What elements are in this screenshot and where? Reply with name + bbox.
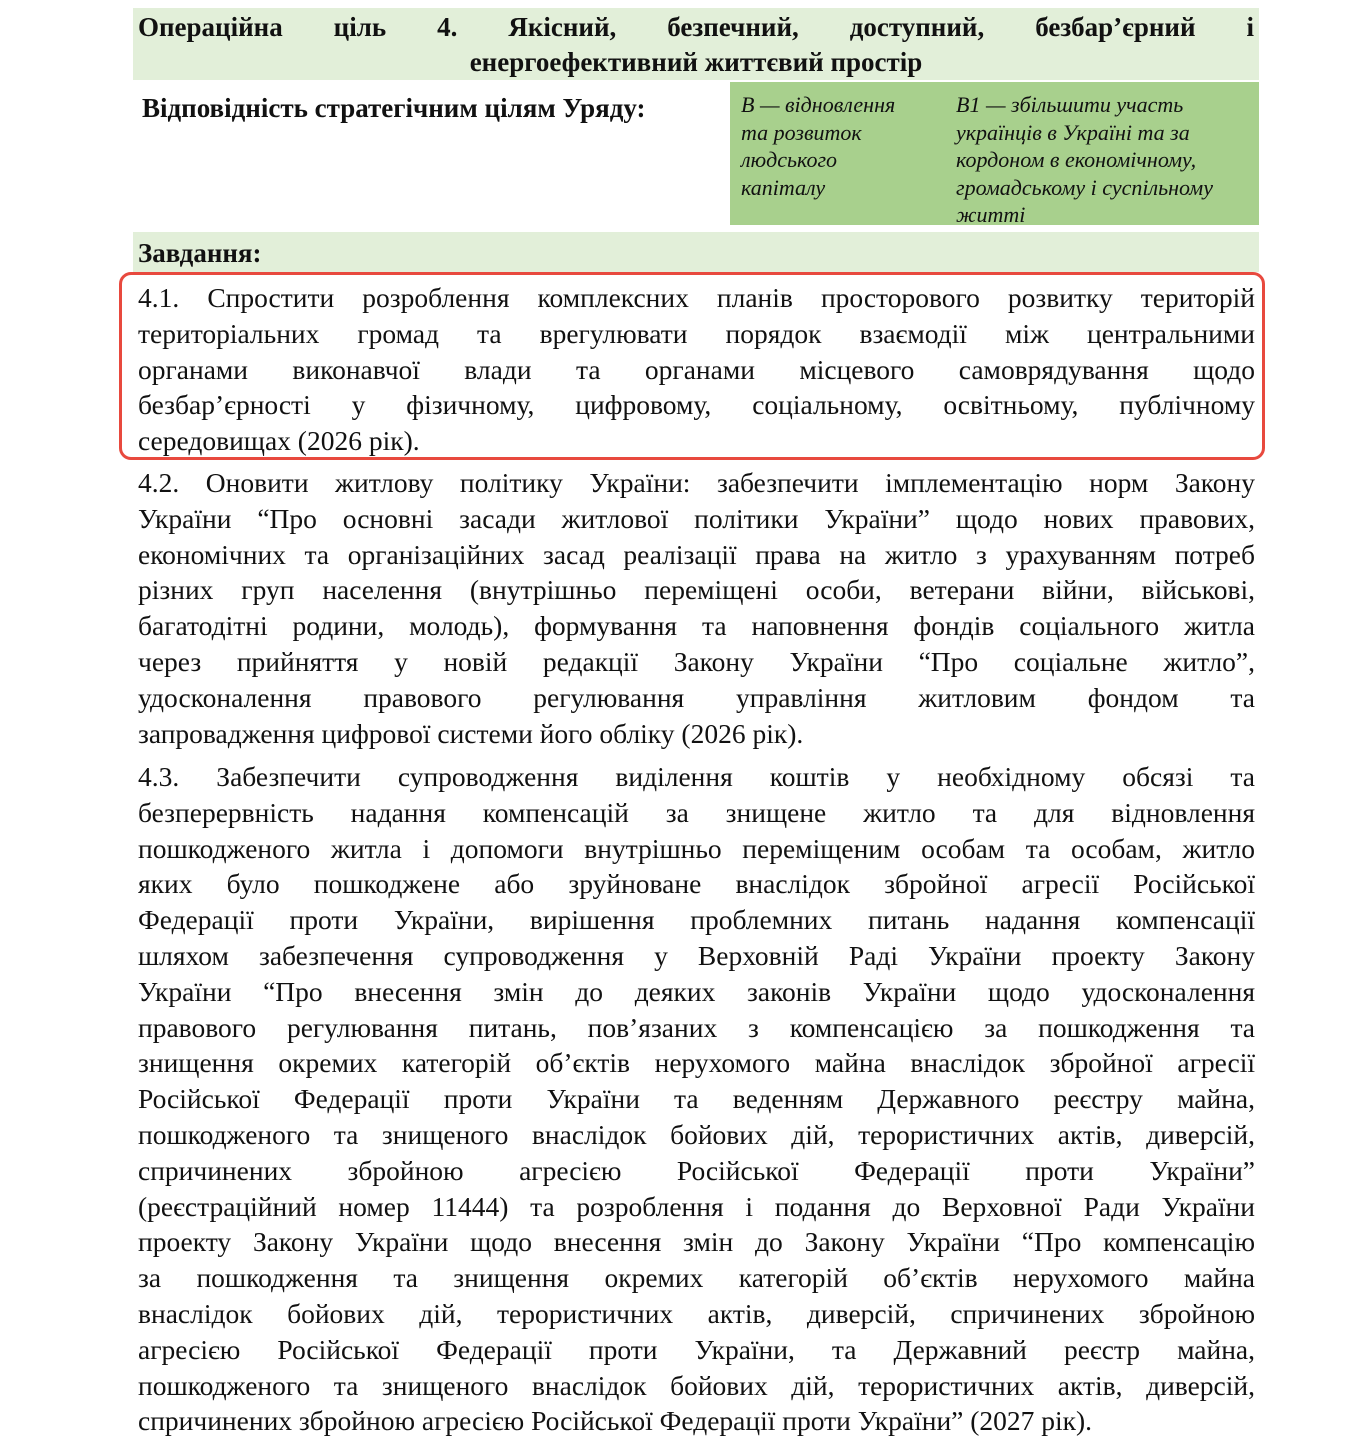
task-line: запровадження цифрової системи його обліку (2026 рік). <box>138 717 804 749</box>
task-line: 4.3. Забезпечити супроводження виділення коштів у необхідному обсязі та <box>138 761 1255 792</box>
task-line: спричинених збройною агресією Російської Федерації проти України” (2027 рік). <box>138 1405 1093 1437</box>
task-line: (реєстраційний номер 11444) та розроблення і подання до Верховної Ради України <box>138 1190 1255 1222</box>
task-line: знищення окремих категорій об’єктів нерухомого майна внаслідок збройної агресії <box>138 1047 1255 1079</box>
task-line: правового регулювання питань, пов’язаних з компенсацією за пошкодження та <box>138 1011 1255 1043</box>
goal-b-cell <box>730 82 943 225</box>
objective-title-line-2: енергоефективний життєвий простір <box>469 47 923 77</box>
task-line: безбар’єрності у фізичному, цифровому, соціальному, освітньому, публічному <box>138 389 1255 421</box>
task-line: агресією Російської Федерації проти України, та Державний реєстр майна, <box>138 1333 1255 1365</box>
task-line: яких було пошкоджене або зруйноване внаслідок збройної агресії Російської <box>138 868 1255 900</box>
task-line: 4.2. Оновити житлову політику України: забезпечити імплементацію норм Закону <box>138 467 1255 498</box>
task-line: проекту Закону України щодо внесення змін до Закону України “Про компенсацію <box>138 1226 1255 1258</box>
goal-b1-line: громадському і суспільному <box>956 174 1213 200</box>
goal-b1-line: кордоном в економічному, <box>956 147 1197 172</box>
task-line: України “Про основні засади житлової політики України” щодо нових правових, <box>138 502 1255 534</box>
objective-title-line-1: Операційна ціль 4. Якісний, безпечний, доступний, безбар’єрний і <box>138 12 1254 42</box>
goal-b1-line: В1 — збільшити участь <box>956 92 1184 117</box>
task-4-2 <box>138 465 1255 751</box>
task-line: внаслідок бойових дій, терористичних актів, диверсій, спричинених збройною <box>138 1297 1255 1329</box>
task-line: пошкодженого та знищеного внаслідок бойових дій, терористичних актів, диверсій, <box>138 1118 1255 1150</box>
goal-b1-line: українців в Україні та за <box>956 119 1190 145</box>
task-line: різних груп населення (внутрішньо переміщені особи, ветерани війни, військові, <box>138 574 1255 606</box>
task-line: спричинених збройною агресією Російської Федерації проти України” <box>138 1154 1255 1186</box>
task-line: безперервність надання компенсацій за знищене житло та для відновлення <box>138 796 1255 828</box>
task-line: територіальних громад та врегулювати порядок взаємодії між центральними <box>138 317 1255 349</box>
task-line: 4.1. Спростити розроблення комплексних планів просторового розвитку територій <box>138 282 1255 313</box>
goal-b-line: капіталу <box>741 174 826 200</box>
task-line: середовищах (2026 рік). <box>138 425 420 457</box>
tasks-label: Завдання: <box>138 238 262 268</box>
task-4-3 <box>138 759 1255 1439</box>
goal-b1-line: житті <box>956 202 1026 227</box>
task-line: за пошкодження та знищення окремих категорій об’єктів нерухомого майна <box>138 1262 1255 1294</box>
task-line: органами виконавчої влади та органами місцевого самоврядування щодо <box>138 353 1255 385</box>
goal-b1-cell <box>943 82 1259 225</box>
task-line: економічних та організаційних засад реалізації права на житло з урахуванням потреб <box>138 538 1255 570</box>
task-line: багатодітні родини, молодь), формування та наповнення фондів соціального житла <box>138 610 1255 642</box>
task-line: через прийняття у новій редакції Закону України “Про соціальне житло”, <box>138 645 1255 677</box>
task-line: Федерації проти України, вирішення проблемних питань надання компенсації <box>138 904 1255 936</box>
goal-b-line: людського <box>741 147 838 172</box>
task-line: пошкодженого житла і допомоги внутрішньо переміщеним особам та особам, житло <box>138 832 1255 864</box>
goal-b-line: В — відновлення <box>741 92 896 117</box>
task-4-1-highlight-box <box>119 272 1265 460</box>
goal-b-line: та розвиток <box>741 119 862 145</box>
task-line: України “Про внесення змін до деяких законів України щодо удосконалення <box>138 975 1255 1007</box>
task-line: пошкодженого та знищеного внаслідок бойових дій, терористичних актів, диверсій, <box>138 1369 1255 1401</box>
task-line: удосконалення правового регулювання управління житловим фондом та <box>138 681 1255 713</box>
task-line: Російської Федерації проти України та веденням Державного реєстру майна, <box>138 1083 1255 1115</box>
alignment-label: Відповідність стратегічним цілям Уряду: <box>142 93 646 123</box>
tasks-header-band <box>133 232 1259 272</box>
task-line: шляхом забезпечення супроводження у Верховній Раді України проекту Закону <box>138 939 1255 971</box>
